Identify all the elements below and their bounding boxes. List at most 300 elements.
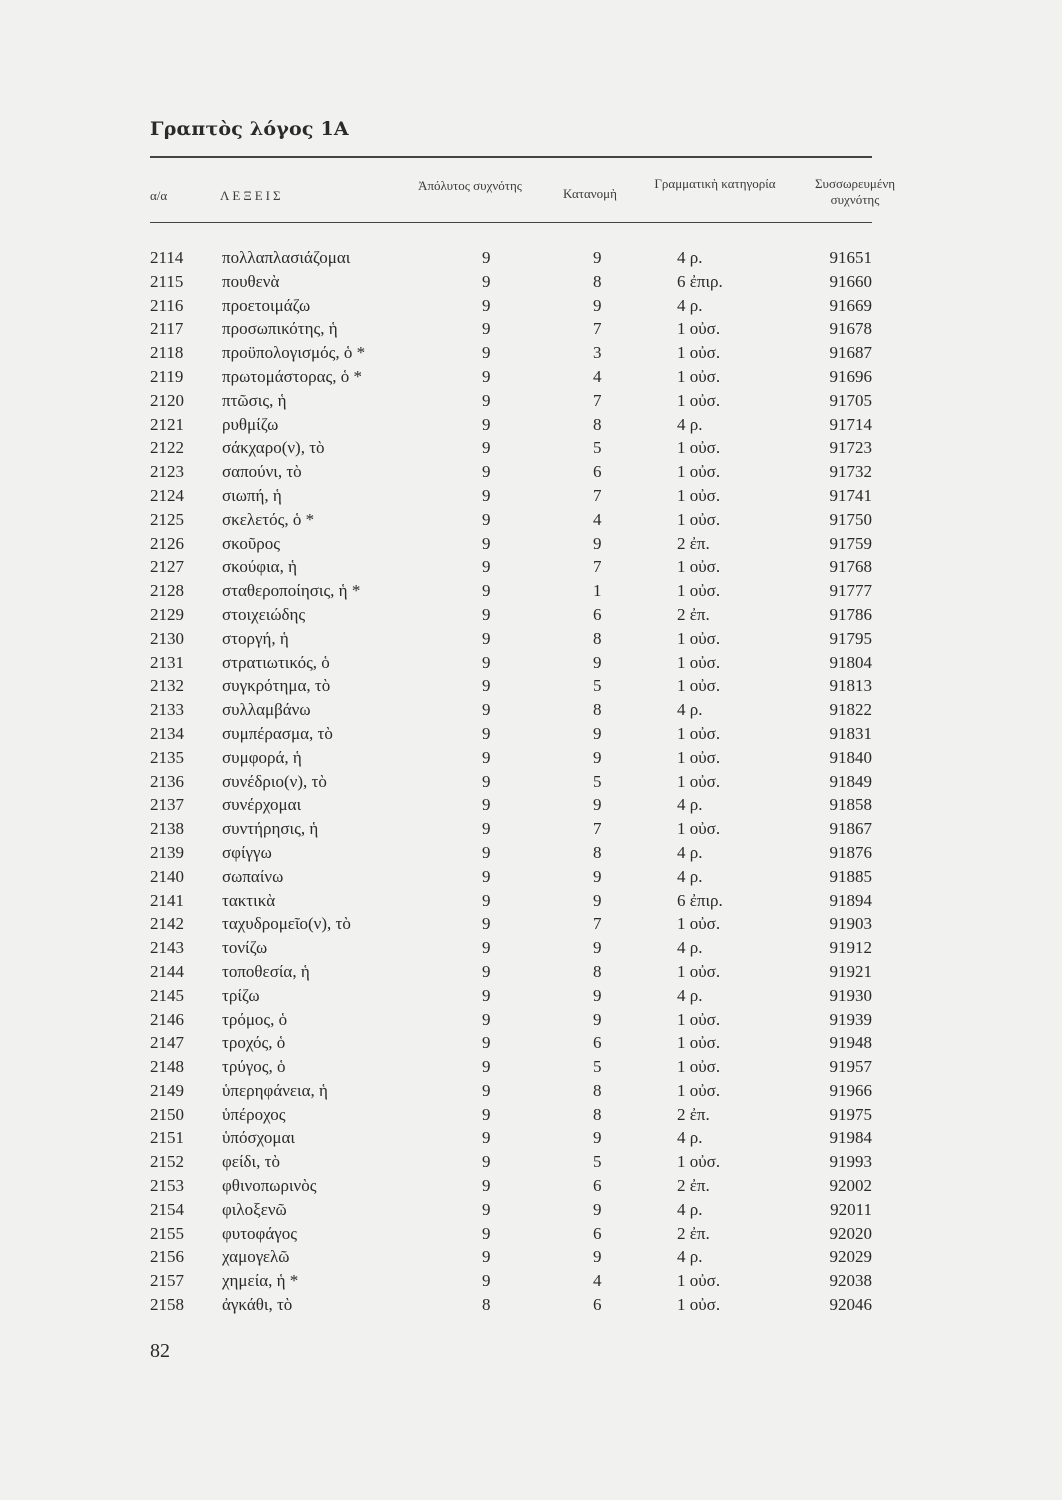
row-cumulative-frequency: 92046 — [829, 1295, 872, 1315]
row-grammatical-category: 4 ρ. — [677, 866, 703, 886]
row-index: 2148 — [150, 1057, 184, 1077]
row-grammatical-category: 1 οὐσ. — [677, 771, 721, 791]
row-cumulative-frequency: 91786 — [829, 604, 872, 624]
row-cumulative-frequency: 91867 — [829, 819, 872, 839]
row-absolute-frequency: 9 — [482, 390, 491, 410]
table-row — [0, 603, 1062, 627]
row-cumulative-frequency: 91777 — [829, 581, 872, 601]
table-row — [0, 508, 1062, 532]
row-grammatical-category: 4 ρ. — [677, 295, 703, 315]
row-word: τονίζω — [222, 938, 268, 958]
row-word: πρωτομάστορας, ὁ * — [222, 366, 362, 386]
row-distribution: 9 — [593, 533, 602, 553]
row-grammatical-category: 4 ρ. — [677, 700, 703, 720]
row-absolute-frequency: 9 — [482, 700, 491, 720]
row-distribution: 5 — [593, 1057, 602, 1077]
row-cumulative-frequency: 91813 — [829, 676, 872, 696]
table-row — [0, 1103, 1062, 1127]
row-cumulative-frequency: 91930 — [829, 985, 872, 1005]
row-distribution: 9 — [593, 248, 602, 267]
table-row — [0, 365, 1062, 389]
row-index: 2132 — [150, 676, 184, 696]
row-word: πτῶσις, ἡ — [222, 390, 287, 410]
row-word: τρίζω — [222, 985, 260, 1005]
table-row — [0, 294, 1062, 318]
row-grammatical-category: 1 οὐσ. — [677, 961, 721, 981]
row-index: 2119 — [150, 366, 184, 386]
row-word: σφίγγω — [222, 842, 272, 862]
row-cumulative-frequency: 91984 — [829, 1128, 872, 1148]
row-word: στοργή, ἡ — [222, 628, 289, 648]
row-word: χημεία, ἡ * — [222, 1271, 299, 1291]
table-row — [0, 555, 1062, 579]
row-distribution: 7 — [593, 485, 602, 505]
row-word: τρόμος, ὁ — [222, 1009, 288, 1029]
row-absolute-frequency: 9 — [482, 652, 491, 672]
table-row — [0, 674, 1062, 698]
row-cumulative-frequency: 91696 — [829, 366, 872, 386]
row-index: 2114 — [150, 248, 184, 267]
row-absolute-frequency: 9 — [482, 1080, 491, 1100]
row-word: σταθεροποίησις, ἡ * — [222, 581, 361, 601]
table-row — [0, 722, 1062, 746]
row-absolute-frequency: 9 — [482, 485, 491, 505]
table-row — [0, 579, 1062, 603]
row-word: συνέρχομαι — [222, 795, 302, 815]
row-cumulative-frequency: 91651 — [829, 248, 872, 267]
row-distribution: 6 — [593, 604, 602, 624]
row-absolute-frequency: 9 — [482, 581, 491, 601]
row-grammatical-category: 1 οὐσ. — [677, 343, 721, 363]
row-grammatical-category: 1 οὐσ. — [677, 676, 721, 696]
row-distribution: 5 — [593, 438, 602, 458]
row-cumulative-frequency: 92029 — [829, 1247, 872, 1267]
row-index: 2146 — [150, 1009, 184, 1029]
row-index: 2147 — [150, 1033, 184, 1053]
row-distribution: 4 — [593, 366, 602, 386]
table-row — [0, 960, 1062, 984]
row-grammatical-category: 4 ρ. — [677, 414, 703, 434]
row-cumulative-frequency: 91858 — [829, 795, 872, 815]
row-word: συμφορά, ἡ — [222, 747, 302, 767]
row-grammatical-category: 4 ρ. — [677, 938, 703, 958]
row-absolute-frequency: 9 — [482, 1009, 491, 1029]
row-index: 2123 — [150, 462, 184, 482]
row-cumulative-frequency: 92020 — [829, 1223, 872, 1243]
row-distribution: 8 — [593, 842, 602, 862]
row-cumulative-frequency: 91678 — [829, 319, 872, 339]
table-row — [0, 532, 1062, 556]
row-word: συλλαμβάνω — [222, 700, 311, 720]
row-grammatical-category: 1 οὐσ. — [677, 652, 721, 672]
row-absolute-frequency: 9 — [482, 985, 491, 1005]
row-distribution: 7 — [593, 319, 602, 339]
row-grammatical-category: 1 οὐσ. — [677, 1271, 721, 1291]
row-index: 2150 — [150, 1104, 184, 1124]
row-index: 2131 — [150, 652, 184, 672]
table-row — [0, 651, 1062, 675]
row-grammatical-category: 1 οὐσ. — [677, 628, 721, 648]
row-word: τοποθεσία, ἡ — [222, 961, 310, 981]
row-word: σκελετός, ὁ * — [222, 509, 315, 529]
row-grammatical-category: 1 οὐσ. — [677, 747, 721, 767]
row-grammatical-category: 1 οὐσ. — [677, 557, 721, 577]
row-grammatical-category: 4 ρ. — [677, 1199, 703, 1219]
row-cumulative-frequency: 91822 — [829, 700, 872, 720]
row-word: συμπέρασμα, τὸ — [222, 723, 333, 743]
row-distribution: 8 — [593, 1080, 602, 1100]
row-absolute-frequency: 9 — [482, 1057, 491, 1077]
row-distribution: 4 — [593, 1271, 602, 1291]
row-grammatical-category: 4 ρ. — [677, 842, 703, 862]
row-word: προετοιμάζω — [222, 295, 311, 315]
row-grammatical-category: 1 οὐσ. — [677, 319, 721, 339]
row-absolute-frequency: 9 — [482, 795, 491, 815]
row-index: 2121 — [150, 414, 184, 434]
row-index: 2154 — [150, 1199, 184, 1219]
row-grammatical-category: 1 οὐσ. — [677, 914, 721, 934]
row-distribution: 7 — [593, 819, 602, 839]
row-word: σιωπή, ἡ — [222, 485, 282, 505]
row-absolute-frequency: 9 — [482, 1033, 491, 1053]
row-word: ἀγκάθι, τὸ — [222, 1295, 293, 1315]
row-index: 2142 — [150, 914, 184, 934]
row-distribution: 9 — [593, 295, 602, 315]
row-absolute-frequency: 9 — [482, 723, 491, 743]
row-word: ὑπέροχος — [222, 1104, 286, 1124]
row-cumulative-frequency: 91759 — [829, 533, 872, 553]
row-distribution: 9 — [593, 866, 602, 886]
row-word: τρύγος, ὁ — [222, 1057, 286, 1077]
row-absolute-frequency: 9 — [482, 1104, 491, 1124]
row-absolute-frequency: 9 — [482, 557, 491, 577]
header-bottom-rule — [150, 222, 872, 223]
row-grammatical-category: 1 οὐσ. — [677, 723, 721, 743]
row-index: 2138 — [150, 819, 184, 839]
table-row — [0, 770, 1062, 794]
row-word: σκούφια, ἡ — [222, 557, 297, 577]
row-grammatical-category: 1 οὐσ. — [677, 485, 721, 505]
row-grammatical-category: 2 ἐπ. — [677, 604, 710, 624]
row-cumulative-frequency: 91876 — [829, 842, 872, 862]
row-index: 2116 — [150, 295, 184, 315]
row-distribution: 9 — [593, 1247, 602, 1267]
row-absolute-frequency: 9 — [482, 366, 491, 386]
row-index: 2149 — [150, 1080, 184, 1100]
row-distribution: 6 — [593, 1223, 602, 1243]
row-index: 2115 — [150, 271, 184, 291]
row-absolute-frequency: 9 — [482, 771, 491, 791]
row-cumulative-frequency: 91840 — [829, 747, 872, 767]
row-cumulative-frequency: 91894 — [829, 890, 872, 910]
table-row — [0, 341, 1062, 365]
row-word: σκοῦρος — [222, 533, 280, 553]
row-grammatical-category: 2 ἐπ. — [677, 1104, 710, 1124]
table-row — [0, 984, 1062, 1008]
table-row — [0, 1150, 1062, 1174]
table-row — [0, 1126, 1062, 1150]
row-index: 2127 — [150, 557, 184, 577]
row-distribution: 1 — [593, 581, 602, 601]
row-grammatical-category: 4 ρ. — [677, 795, 703, 815]
row-absolute-frequency: 9 — [482, 319, 491, 339]
table-row — [0, 746, 1062, 770]
table-row — [0, 1055, 1062, 1079]
row-grammatical-category: 1 οὐσ. — [677, 1152, 721, 1172]
table-row — [0, 627, 1062, 651]
row-distribution: 6 — [593, 1033, 602, 1053]
row-index: 2128 — [150, 581, 184, 601]
table-row — [0, 317, 1062, 341]
row-absolute-frequency: 9 — [482, 676, 491, 696]
row-index: 2118 — [150, 343, 184, 363]
row-absolute-frequency: 9 — [482, 271, 491, 291]
row-absolute-frequency: 9 — [482, 1152, 491, 1172]
row-cumulative-frequency: 91660 — [829, 271, 872, 291]
row-word: συντήρησις, ἡ — [222, 819, 319, 839]
row-distribution: 5 — [593, 676, 602, 696]
row-cumulative-frequency: 91885 — [829, 866, 872, 886]
header-absolute-frequency: Ἀπόλυτος συχνότης — [418, 178, 522, 193]
row-word: ρυθμίζω — [222, 414, 279, 434]
row-absolute-frequency: 9 — [482, 1128, 491, 1148]
row-grammatical-category: 2 ἐπ. — [677, 1223, 710, 1243]
row-index: 2124 — [150, 485, 184, 505]
row-cumulative-frequency: 91804 — [829, 652, 872, 672]
row-distribution: 8 — [593, 700, 602, 720]
row-word: ὑπερηφάνεια, ἡ — [222, 1080, 328, 1100]
row-absolute-frequency: 9 — [482, 890, 491, 910]
row-grammatical-category: 1 οὐσ. — [677, 509, 721, 529]
row-absolute-frequency: 9 — [482, 248, 491, 267]
row-grammatical-category: 1 οὐσ. — [677, 366, 721, 386]
row-index: 2117 — [150, 319, 184, 339]
row-distribution: 7 — [593, 390, 602, 410]
row-word: πολλαπλασιάζομαι — [222, 248, 351, 267]
row-word: σάκχαρο(ν), τὸ — [222, 438, 325, 458]
row-word: ταχυδρομεῖο(ν), τὸ — [222, 914, 351, 934]
frequency-table — [0, 246, 1062, 1317]
row-index: 2122 — [150, 438, 184, 458]
row-absolute-frequency: 9 — [482, 842, 491, 862]
row-word: προσωπικότης, ἡ — [222, 319, 338, 339]
row-absolute-frequency: 9 — [482, 343, 491, 363]
row-cumulative-frequency: 91903 — [829, 914, 872, 934]
row-distribution: 9 — [593, 652, 602, 672]
row-distribution: 9 — [593, 1128, 602, 1148]
row-absolute-frequency: 9 — [482, 438, 491, 458]
row-cumulative-frequency: 91957 — [829, 1057, 872, 1077]
row-cumulative-frequency: 91741 — [829, 485, 872, 505]
row-index: 2156 — [150, 1247, 184, 1267]
row-index: 2137 — [150, 795, 184, 815]
row-absolute-frequency: 9 — [482, 295, 491, 315]
row-grammatical-category: 4 ρ. — [677, 985, 703, 1005]
row-absolute-frequency: 8 — [482, 1295, 491, 1315]
header-cumulative-frequency: Συσσωρευμένη συχνότης — [814, 176, 896, 207]
row-grammatical-category: 1 οὐσ. — [677, 438, 721, 458]
row-index: 2145 — [150, 985, 184, 1005]
row-index: 2129 — [150, 604, 184, 624]
table-row — [0, 698, 1062, 722]
row-word: φιλοξενῶ — [222, 1199, 287, 1219]
header-top-rule — [150, 156, 872, 158]
table-row — [0, 865, 1062, 889]
row-grammatical-category: 1 οὐσ. — [677, 1295, 721, 1315]
row-distribution: 9 — [593, 723, 602, 743]
row-grammatical-category: 2 ἐπ. — [677, 533, 710, 553]
row-word: τακτικὰ — [222, 890, 276, 910]
row-cumulative-frequency: 91966 — [829, 1080, 872, 1100]
row-cumulative-frequency: 91939 — [829, 1009, 872, 1029]
row-word: φθινοπωρινὸς — [222, 1176, 317, 1196]
row-distribution: 9 — [593, 1009, 602, 1029]
row-index: 2143 — [150, 938, 184, 958]
row-cumulative-frequency: 91921 — [829, 961, 872, 981]
header-distribution: Κατανομὴ — [563, 186, 617, 201]
row-distribution: 5 — [593, 771, 602, 791]
row-absolute-frequency: 9 — [482, 1223, 491, 1243]
row-distribution: 9 — [593, 747, 602, 767]
row-absolute-frequency: 9 — [482, 414, 491, 434]
row-absolute-frequency: 9 — [482, 462, 491, 482]
table-row — [0, 1293, 1062, 1317]
row-absolute-frequency: 9 — [482, 819, 491, 839]
row-word: σωπαίνω — [222, 866, 284, 886]
table-row — [0, 1269, 1062, 1293]
row-cumulative-frequency: 91732 — [829, 462, 872, 482]
table-row — [0, 413, 1062, 437]
row-distribution: 7 — [593, 557, 602, 577]
row-distribution: 6 — [593, 462, 602, 482]
row-index: 2158 — [150, 1295, 184, 1315]
row-index: 2151 — [150, 1128, 184, 1148]
header-index: α/α — [150, 188, 168, 203]
table-row — [0, 484, 1062, 508]
row-grammatical-category: 1 οὐσ. — [677, 462, 721, 482]
row-cumulative-frequency: 92002 — [829, 1176, 872, 1196]
row-grammatical-category: 1 οὐσ. — [677, 581, 721, 601]
row-cumulative-frequency: 91948 — [829, 1033, 872, 1053]
table-row — [0, 1174, 1062, 1198]
row-word: φείδι, τὸ — [222, 1152, 280, 1172]
table-row — [0, 270, 1062, 294]
row-index: 2133 — [150, 700, 184, 720]
row-absolute-frequency: 9 — [482, 1199, 491, 1219]
row-grammatical-category: 1 οὐσ. — [677, 1080, 721, 1100]
table-row — [0, 1198, 1062, 1222]
row-absolute-frequency: 9 — [482, 747, 491, 767]
row-word: στρατιωτικός, ὁ — [222, 652, 330, 672]
row-distribution: 8 — [593, 628, 602, 648]
row-grammatical-category: 1 οὐσ. — [677, 819, 721, 839]
table-row — [0, 1008, 1062, 1032]
row-index: 2140 — [150, 866, 184, 886]
row-cumulative-frequency: 91669 — [829, 295, 872, 315]
row-index: 2135 — [150, 747, 184, 767]
header-grammatical-category: Γραμματικὴ κατηγορία — [654, 176, 776, 191]
row-word: συνέδριο(ν), τὸ — [222, 771, 327, 791]
row-absolute-frequency: 9 — [482, 604, 491, 624]
row-index: 2157 — [150, 1271, 184, 1291]
row-distribution: 6 — [593, 1176, 602, 1196]
table-row — [0, 841, 1062, 865]
row-cumulative-frequency: 92011 — [830, 1199, 872, 1219]
row-absolute-frequency: 9 — [482, 938, 491, 958]
row-distribution: 8 — [593, 1104, 602, 1124]
row-word: σαπούνι, τὸ — [222, 462, 302, 482]
row-grammatical-category: 6 ἐπιρ. — [677, 890, 723, 910]
row-grammatical-category: 1 οὐσ. — [677, 1057, 721, 1077]
row-grammatical-category: 1 οὐσ. — [677, 1009, 721, 1029]
row-cumulative-frequency: 91912 — [829, 938, 872, 958]
table-row — [0, 1245, 1062, 1269]
row-index: 2152 — [150, 1152, 184, 1172]
row-grammatical-category: 4 ρ. — [677, 248, 703, 267]
row-cumulative-frequency: 91687 — [829, 343, 872, 363]
row-absolute-frequency: 9 — [482, 628, 491, 648]
row-index: 2136 — [150, 771, 184, 791]
row-index: 2125 — [150, 509, 184, 529]
row-distribution: 8 — [593, 961, 602, 981]
row-index: 2155 — [150, 1223, 184, 1243]
row-index: 2126 — [150, 533, 184, 553]
row-word: προϋπολογισμός, ὁ * — [222, 343, 366, 363]
table-row — [0, 912, 1062, 936]
row-grammatical-category: 1 οὐσ. — [677, 1033, 721, 1053]
table-row — [0, 436, 1062, 460]
row-distribution: 4 — [593, 509, 602, 529]
row-index: 2144 — [150, 961, 184, 981]
table-row — [0, 389, 1062, 413]
row-index: 2153 — [150, 1176, 184, 1196]
row-absolute-frequency: 9 — [482, 1176, 491, 1196]
row-index: 2134 — [150, 723, 184, 743]
row-cumulative-frequency: 91975 — [829, 1104, 872, 1124]
row-word: τροχός, ὁ — [222, 1033, 286, 1053]
row-cumulative-frequency: 91750 — [829, 509, 872, 529]
row-cumulative-frequency: 91723 — [829, 438, 872, 458]
row-index: 2141 — [150, 890, 184, 910]
row-word: στοιχειώδης — [222, 604, 306, 624]
row-cumulative-frequency: 91705 — [829, 390, 872, 410]
row-cumulative-frequency: 91714 — [829, 414, 872, 434]
row-word: πουθενὰ — [222, 271, 280, 291]
row-word: συγκρότημα, τὸ — [222, 676, 331, 696]
row-absolute-frequency: 9 — [482, 1247, 491, 1267]
row-distribution: 9 — [593, 890, 602, 910]
row-distribution: 9 — [593, 938, 602, 958]
row-cumulative-frequency: 91795 — [829, 628, 872, 648]
row-distribution: 9 — [593, 1199, 602, 1219]
table-row — [0, 793, 1062, 817]
page-title: Γραπτὸς λόγος 1Α — [150, 118, 349, 140]
row-absolute-frequency: 9 — [482, 961, 491, 981]
row-absolute-frequency: 9 — [482, 533, 491, 553]
row-cumulative-frequency: 92038 — [829, 1271, 872, 1291]
row-distribution: 7 — [593, 914, 602, 934]
row-cumulative-frequency: 91993 — [829, 1152, 872, 1172]
table-row — [0, 1031, 1062, 1055]
row-cumulative-frequency: 91768 — [829, 557, 872, 577]
row-index: 2130 — [150, 628, 184, 648]
table-row — [0, 1222, 1062, 1246]
row-word: φυτοφάγος — [222, 1223, 298, 1243]
row-grammatical-category: 1 οὐσ. — [677, 390, 721, 410]
table-row — [0, 1079, 1062, 1103]
table-row — [0, 246, 1062, 270]
row-cumulative-frequency: 91849 — [829, 771, 872, 791]
